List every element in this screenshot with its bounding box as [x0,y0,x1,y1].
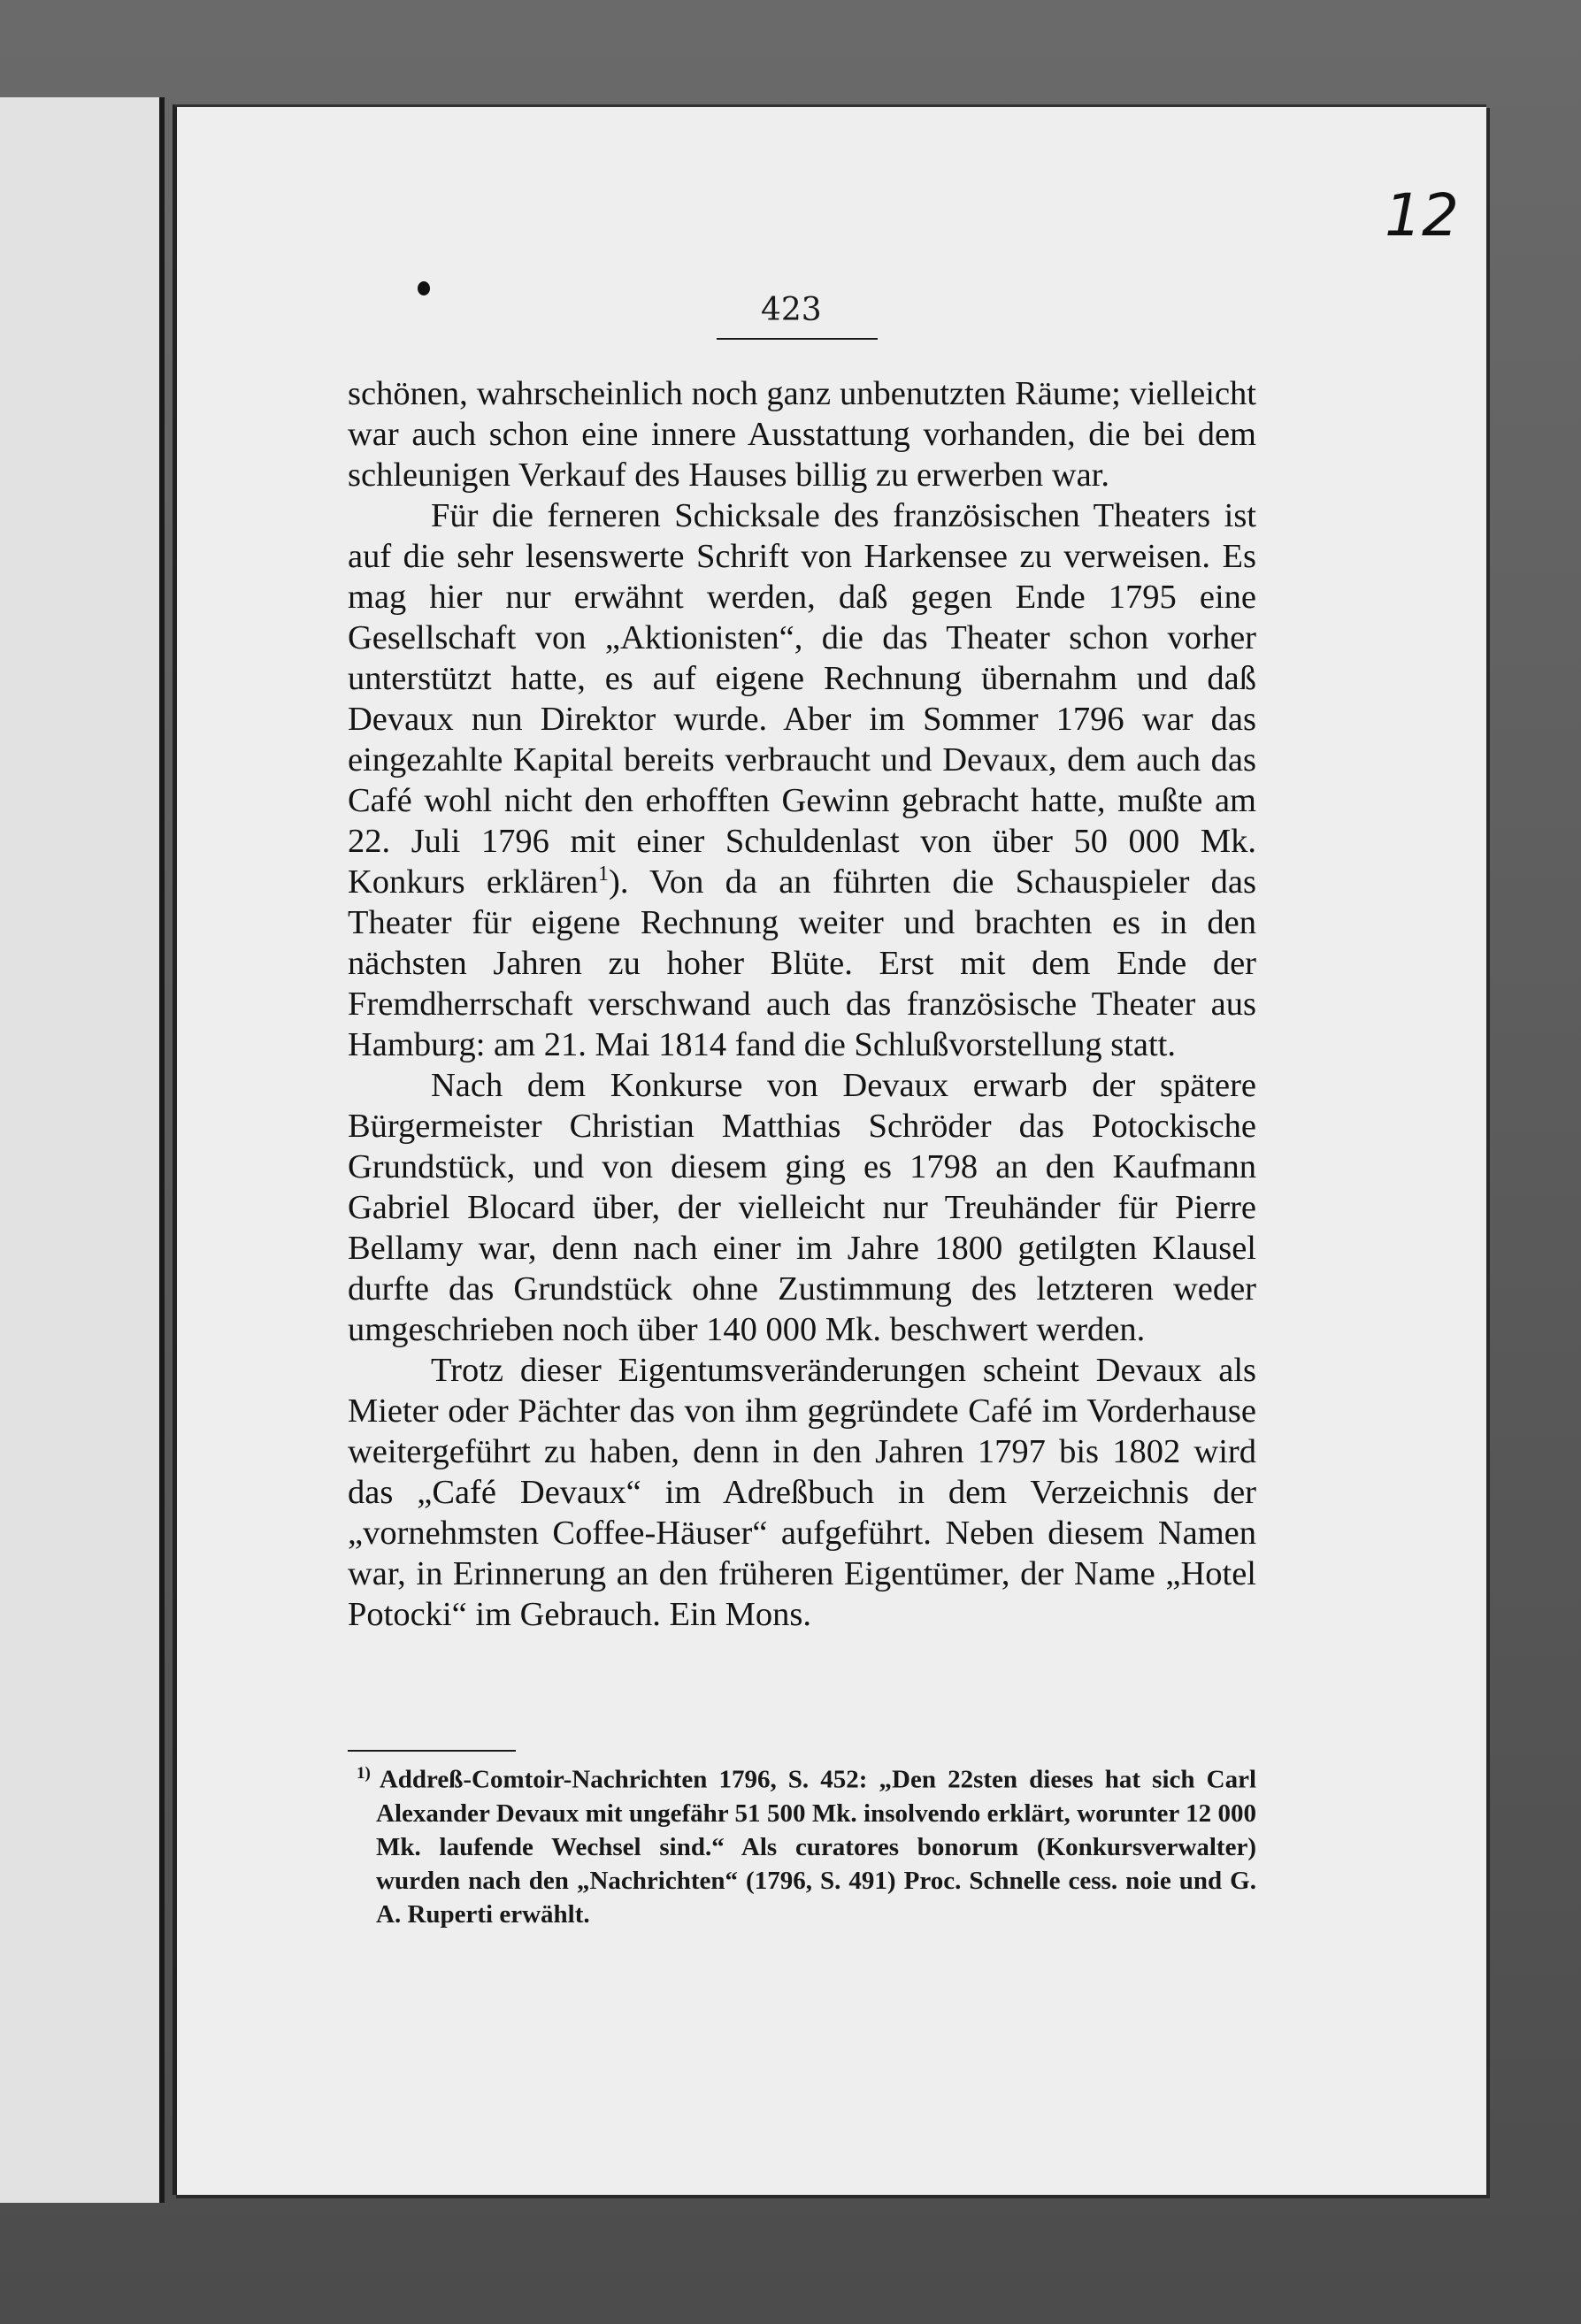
paragraph-2-continuation: ). Von da an führten die Schauspieler das Theater für eigene Rechnung weiter und brachten es in den nächsten Jahren zu hoher Blüte. Erst mit dem Ende der Fremdherrschaft verschwand auch das französische Theater aus Hamburg: am 21. Mai 1814 fand die Schlußvorstellung statt. [348,863,1256,1063]
paragraph-2-text: Für die ferneren Schicksale des französischen Theaters ist auf die sehr lesenswerte Schrift von Harkensee zu verweisen. Es mag hier nur erwähnt werden, daß gegen Ende 1795 eine Gesellschaft von „Aktionisten“, die das Theater schon vorher unterstützt hatte, es auf eigene Rechnung übernahm und daß Devaux nun Direktor wurde. Aber im Sommer 1796 war das eingezahlte Kapital bereits verbraucht und Devaux, dem auch das Café wohl nicht den erhofften Gewinn gebracht hatte, mußte am 22. Juli 1796 mit einer Schuldenlast von über 50 000 Mk. Konkurs erklären [348,497,1256,901]
page-number: 423 [761,292,822,328]
page-number-rule [717,338,878,340]
handwritten-folio-number: 12 [1385,181,1459,249]
ink-dot [418,281,430,295]
paragraph-4: Trotz dieser Eigentumsveränderungen scheint Devaux als Mieter oder Pächter das von ihm gegründete Café im Vorderhause weitergeführt zu haben, denn in den Jahren 1797 bis 1802 wird das „Café Devaux“ im Adreßbuch in dem Verzeichnis der „vornehmsten Coffee-Häuser“ aufgeführt. Neben diesem Namen war, in Erinnerung an den früheren Eigentümer, der Name „Hotel Potocki“ im Gebrauch. Ein Mons. [348,1352,1256,1633]
body-text [348,373,1256,1635]
footnote [357,1757,1256,1931]
paragraph-2 [348,495,1256,1065]
footnote-marker: 1) [357,1764,371,1783]
footnote-reference: 1 [598,863,609,886]
adjacent-left-page [0,97,165,2203]
paragraph-1: schönen, wahrscheinlich noch ganz unbenutzten Räume; vielleicht war auch schon eine innere Ausstattung vorhanden, die bei dem schleunigen Verkauf des Hauses billig zu erwerben war. [348,375,1256,494]
paragraph-3: Nach dem Konkurse von Devaux erwarb der spätere Bürgermeister Christian Matthias Schröder das Potockische Grundstück, und von diesem ging es 1798 an den Kaufmann Gabriel Blocard über, der vielleicht nur Treuhänder für Pierre Bellamy war, denn nach einer im Jahre 1800 getilgten Klausel durfte das Grundstück ohne Zustimmung des letzteren weder umgeschrieben noch über 140 000 Mk. beschwert werden. [348,1067,1256,1348]
footnote-rule [348,1750,516,1752]
footnote-text: Addreß-Comtoir-Nachrichten 1796, S. 452: „Den 22sten dieses hat sich Carl Alexander Devaux mit ungefähr 51 500 Mk. insolvendo erklärt, worunter 12 000 Mk. laufende Wechsel sind.“ Als curatores bonorum (Konkursverwalter) wurden nach den „Nachrichten“ (1796, S. 491) Proc. Schnelle cess. noie und G. A. Ruperti erwählt. [376,1765,1256,1929]
